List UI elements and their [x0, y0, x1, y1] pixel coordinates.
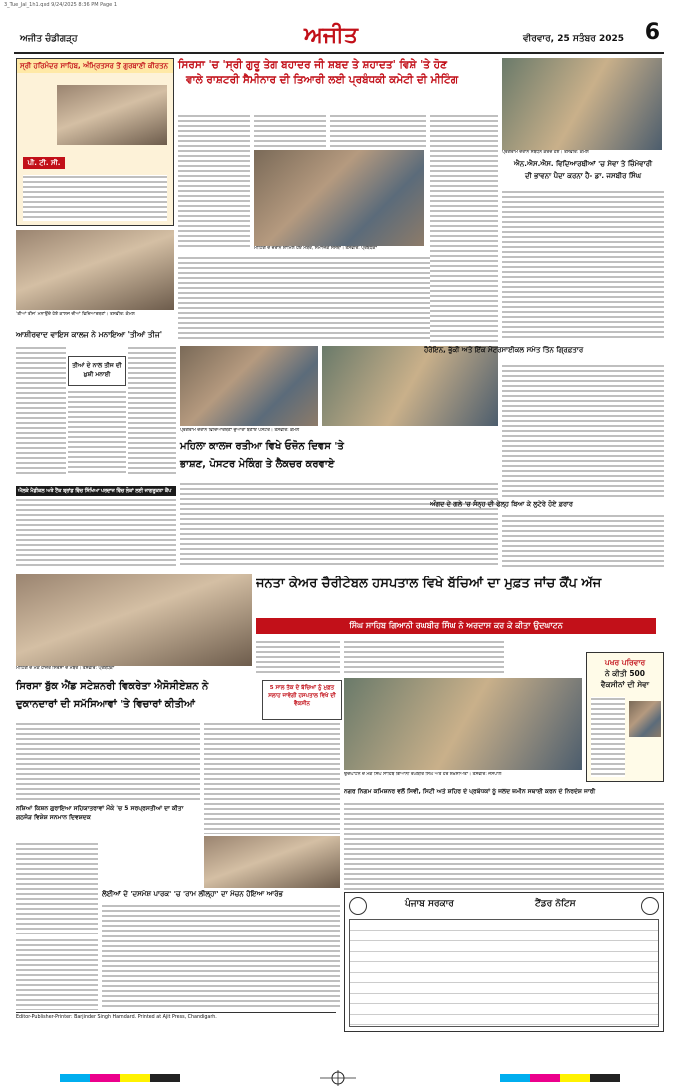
group-photo — [16, 574, 252, 666]
main-story-col-3 — [330, 114, 426, 148]
heroin-text — [502, 364, 664, 498]
golden-temple-image — [57, 85, 167, 145]
left-bottom-headline: ਨਸ਼ਿਆਂ ਕਿਸ਼ਨ ਗੁਰਾਇਆ ਸਹਿਯਾਤਰਾਵਾਂ ਮੌਕੇ 'ਚ 5 ਸਰਪ੍ਰਸਤੀਆਂ ਦਾ ਕੀਤਾ ਗਠਜੋੜ ਵਿਸ਼ੇਸ਼ ਸਨਮਾਨ ਦਿਵਸ਼ਦਕ — [16, 805, 184, 821]
banner-headline: ਜਨਤਾ ਕੇਅਰ ਚੈਰੀਟੇਬਲ ਹਸਪਤਾਲ ਵਿਖੇ ਬੱਚਿਆਂ ਦਾ ਮੁਫ਼ਤ ਜਾਂਚ ਕੈਂਪ ਅੱਜ — [256, 576, 602, 591]
banner-subhead: ਸਿੰਘ ਸਾਹਿਬ ਗਿਆਨੀ ਰਘਬੀਰ ਸਿੰਘ ਨੇ ਅਰਦਾਸ ਕਰ ਕੇ ਕੀਤਾ ਉਦਘਾਟਨ — [256, 618, 656, 634]
ramleela-photo — [204, 836, 340, 888]
teeyan-col-mid — [68, 390, 126, 474]
nss-headline-1: ਐਨ.ਐਸ.ਐਸ. ਵਿਦਿਆਰਥੀਆਂ 'ਚ ਸੇਵਾ ਤੇ ਜ਼ਿੰਮੇਵਾਰੀ — [513, 160, 653, 168]
ptc-ad — [16, 58, 174, 226]
nss-story-text — [502, 190, 664, 340]
ramleela-text — [102, 904, 340, 1010]
teeyan-photo-caption: 'ਤੀਆਂ ਤੀਜ' ਮਨਾਉਂਦੇ ਹੋਏ ਕਾਲਜ ਦੀਆਂ ਵਿਦਿਆਰਥਣਾਂ। ਤਸਵੀਰ: ਕੋਮਲ — [16, 312, 135, 317]
nss-photo — [502, 58, 662, 150]
teeyan-col-2 — [128, 346, 176, 474]
nss-headline-2: ਦੀ ਭਾਵਨਾ ਪੈਦਾ ਕਰਨਾ ਹੈ- ਡਾ. ਜਸਬੀਰ ਸਿੰਘ — [524, 172, 642, 180]
main-story-col-lower — [178, 256, 430, 340]
group-photo-caption: ਮੀਟਿੰਗ ਦੇ ਮੌਕੇ ਹਾਜ਼ਰ ਸਿਰਸਾ ਦੇ ਮੈਂਬਰ। ਤਸਵੀਰ: ਪ੍ਰਬੰਧਕਾਂ — [16, 666, 115, 671]
nagar-text — [344, 802, 664, 890]
heroin-headline: ਹੈਰੋਇਨ, ਭੁੱਕੀ ਅਤੇ ਇੱਕ ਮੋਟਰਸਾਈਕਲ ਸਮੇਤ ਤਿੰਨ ਗ੍ਰਿਫ਼ਤਾਰ — [424, 346, 584, 354]
main-headline-2: ਵਾਲੇ ਰਾਸ਼ਟਰੀ ਸੈਮੀਨਾਰ ਦੀ ਤਿਆਰੀ ਲਈ ਪ੍ਰਬੰਧਕੀ ਕਮੇਟੀ ਦੀ ਮੀਟਿੰਗ — [186, 74, 459, 86]
tender-table — [349, 919, 659, 1027]
clinic-text-top — [344, 640, 504, 676]
main-story-headline — [178, 58, 459, 110]
vaccine-inset: 5 ਸਾਲ ਤੱਕ ਦੇ ਬੱਚਿਆਂ ਨੂੰ ਮੁਫ਼ਤ ਸਲਾਹ ਜਾਵੇਗੀ ਹਸਪਤਾਲ ਵਿਖੇ ਦੀ ਵੈਕਸੀਨ — [262, 680, 342, 720]
women-college-text — [180, 482, 498, 566]
clinic-inauguration-photo — [344, 678, 582, 770]
page-header — [14, 22, 664, 54]
notice-bar: ਐਲਕੇ ਮੈਡੀਕਲ ਅਤੇ ਟੈਂਕ ਬ੍ਰਾਂਡ ਵਿੱਚ ਸਿੱਖਿਆ ਪਰਦਾਜ ਵਿੱਚ ਲੋਕਾਂ ਲਈ ਜਾਗਰੂਕਤਾ ਕੈਂਪ — [16, 486, 176, 496]
heroin-subhead: ਅੰਗਦ ਦੇ ਗਲੇ 'ਚ ਸੰਨ੍ਹ ਦੀ ਫੇਲ੍ਹ ਬਿਆ ਕੇ ਲੁਟੇਰੇ ਹੋਏ ਫ਼ਰਾਰ — [430, 500, 573, 508]
pakhar-portrait — [629, 701, 661, 737]
nss-photo-caption: ਪ੍ਰੋਗਰਾਮ ਦੌਰਾਨ ਸੰਬੋਧਨ ਕਰਦੇ ਹੋਏ। ਤਸਵੀਰ: ਕੋਮਲ — [502, 150, 589, 155]
teeyan-headline: ਆਸ਼ੀਰਵਾਦ ਵਾਇਸ ਕਾਲਜ ਨੇ ਮਨਾਇਆ 'ਤੀਆਂ ਤੀਜ' — [16, 330, 163, 339]
main-story-col-4 — [430, 114, 498, 342]
issue-date: ਵੀਰਵਾਰ, 25 ਸਤੰਬਰ 2025 — [522, 34, 624, 44]
color-bar-right — [500, 1074, 620, 1082]
nagar-headline: ਨਗਰ ਨਿਗਮ ਕਮਿਸ਼ਨਰ ਵਲੋਂ ਸਿਵੀ, ਸਿਟੀ ਅਤੇ ਸ਼ਹਿਰ ਦੇ ਪ੍ਰਬੰਧਕਾਂ ਨੂੰ ਜਲਦ ਜ਼ਮੀਨ ਸਥਾਈ ਕਰਨ ਦੇ ਨਿਰਦੇਸ਼ ਜਾਰੀ — [344, 788, 596, 795]
pakhar-text — [591, 697, 625, 777]
registration-mark-icon — [320, 1070, 356, 1086]
pakhar-box — [586, 652, 664, 782]
meeting-photo — [254, 150, 424, 246]
nss-headline — [502, 158, 664, 186]
tender-gov: ਪੰਜਾਬ ਸਰਕਾਰ — [405, 899, 454, 909]
teeyan-col-1 — [16, 346, 66, 474]
clinic-photo-caption: ਉਦਘਾਟਨ ਦੇ ਮੌਕੇ ਸਿੰਘ ਸਾਹਿਬ ਗਿਆਨੀ ਰਘਬੀਰ ਸਿੰਘ ਅਤੇ ਹੋਰ ਸ਼ਖ਼ਸੀਅਤਾਂ। ਤਸਵੀਰ: ਜਸਪਾਲ — [344, 772, 502, 777]
punjab-emblem-icon — [349, 897, 367, 915]
poster-photo-1 — [180, 346, 318, 426]
print-strip: 3_Tue_Jal_1h1.qxd 9/24/2025 8:36 PM Page 1 — [4, 2, 118, 8]
meeting-photo-caption: ਮੀਟਿੰਗ ਦੇ ਦੌਰਾਨ ਸ਼ਾਮਿਲ ਹੋਏ ਮੈਂਬਰ, ਸਮਾਜਿਕ ਸੰਸਥਾ। ਤਸਵੀਰ: ਪ੍ਰਬੰਧਕਾਂ — [254, 246, 377, 251]
color-bar-left — [60, 1074, 180, 1082]
edition-label: ਅਜੀਤ ਚੰਡੀਗੜ੍ਹ — [20, 34, 78, 44]
emblem-right-icon — [641, 897, 659, 915]
left-bottom-col-1 — [16, 842, 98, 934]
ad-text — [23, 175, 167, 221]
poster-photo-caption: ਪ੍ਰੋਗਰਾਮ ਦੌਰਾਨ ਵਿਦਿਆਰਥਣਾਂ ਦੁਆਰਾ ਬਣਾਏ ਪੋਸਟਰ। ਤਸਵੀਰ: ਕੋਮਲ — [180, 428, 300, 433]
imprint: Editor-Publisher-Printer: Barjinder Singh Hamdard. Printed at Ajit Press, Chandigarh. — [16, 1012, 336, 1052]
main-headline-1: ਸਿਰਸਾ 'ਚ 'ਸ੍ਰੀ ਗੁਰੂ ਤੇਗ ਬਹਾਦਰ ਜੀ ਸ਼ਬਦ ਤੇ ਸ਼ਹਾਦਤ' ਵਿਸ਼ੇ 'ਤੇ ਹੋਣ — [178, 59, 447, 71]
women-college-headline-1: ਮਹਿਲਾ ਕਾਲਜ ਰਤੀਆ ਵਿਖੇ ਓਜ਼ੋਨ ਦਿਵਸ 'ਤੇ — [180, 441, 344, 452]
pakhar-headline-2: ਨੇ ਕੀਤੀ 500 — [605, 669, 645, 678]
women-college-headline-2: ਭਾਸ਼ਣ, ਪੋਸਟਰ ਮੇਕਿੰਗ ਤੇ ਲੈਕਚਰ ਕਰਵਾਏ — [180, 459, 335, 470]
pakhar-headline-3: ਵੈਕਸੀਨਾਂ ਦੀ ਸੇਵਾ — [600, 680, 650, 689]
notice-bar-text — [16, 498, 176, 568]
teeyan-photo — [16, 230, 174, 310]
main-story-col-1 — [178, 114, 250, 250]
teeyan-pullquote: ਤੀਆਂ ਦੇ ਨਾਲ ਤੀਜ ਦੀ ਖ਼ੁਸ਼ੀ ਮਨਾਈ — [68, 356, 126, 386]
book-headline-2: ਦੁਕਾਨਦਾਰਾਂ ਦੀ ਸਮੱਸਿਆਵਾਂ 'ਤੇ ਵਿਚਾਰਾਂ ਕੀਤੀਆਂ — [16, 699, 195, 710]
clinic-lead-text — [256, 640, 340, 676]
book-text-1 — [16, 722, 200, 800]
book-text-2 — [204, 722, 340, 834]
tender-notice — [344, 892, 664, 1032]
tender-title: ਟੈਂਡਰ ਨੋਟਿਸ — [535, 899, 576, 909]
page-number: 6 — [644, 20, 660, 45]
heroin-subtext — [502, 514, 664, 568]
left-bottom-col-2 — [16, 938, 98, 1010]
women-college-headline — [180, 438, 498, 478]
main-story-col-2 — [254, 114, 326, 148]
ad-title: ਸ੍ਰੀ ਹਰਿਮੰਦਰ ਸਾਹਿਬ, ਅੰਮ੍ਰਿਤਸਰ ਤੋਂ ਗੁਰਬਾਣੀ ਕੀਰਤਨ — [17, 59, 173, 73]
ad-channel: ਪੀ. ਟੀ. ਸੀ. — [23, 157, 65, 169]
pakhar-headline-1: ਪਖਰ ਪਰਿਵਾਰ — [604, 658, 646, 667]
ramleela-headline: ਲੋਈਆਂ ਦੇ 'ਦਸਮੇਸ਼ ਪਾਰਕ' 'ਚ 'ਰਾਮ ਲੀਲ੍ਹਾ' ਦਾ ਮੰਚਨ ਹੋਇਆ ਆਰੰਭ — [102, 890, 283, 898]
book-headline-1: ਸਿਰਸਾ ਬੁੱਕ ਐਂਡ ਸਟੇਸ਼ਨਰੀ ਵਿਕਰੇਤਾ ਐਸੋਸੀਏਸ਼ਨ ਨੇ — [16, 681, 209, 692]
masthead: ਅਜੀਤ — [304, 22, 358, 48]
